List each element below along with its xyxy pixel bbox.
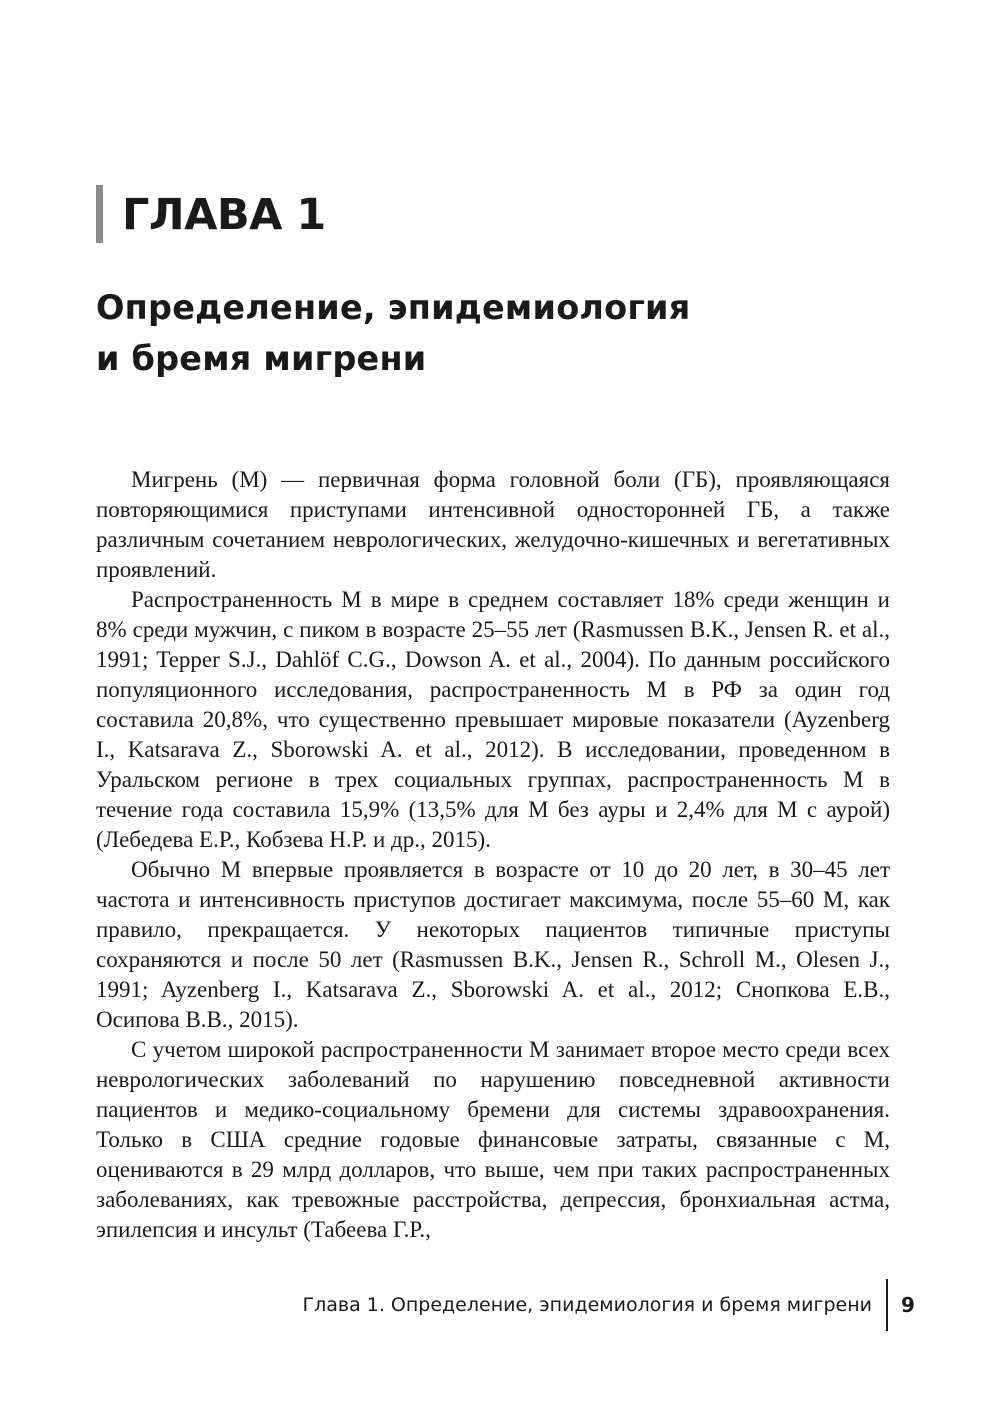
paragraph-3: Обычно М впервые проявляется в возрасте от 10 до 20 лет, в 30–45 лет частота и интенсивность приступов достигает максимума, после 55–60 М, как правило, прекращается. У некоторых пациентов типичные приступы сохраняются и после 50 лет (Rasmussen B.K., Jensen R., Schroll M., Olesen J., 1991; Ayzenberg I., Katsarava Z., Sborowski A. et al., 2012; Снопкова Е.В., Осипова В.В., 2015).	[96, 857, 890, 1032]
chapter-title-line-2: и бремя мигрени	[96, 339, 427, 378]
chapter-label: ГЛАВА 1	[122, 190, 326, 240]
page-number: 9	[901, 1293, 915, 1317]
paragraph-2: Распространенность М в мире в среднем составляет 18% среди женщин и 8% среди мужчин, с пиком в возрасте 25–55 лет (Rasmussen B.K., Jensen R. et al., 1991; Tepper S.J., Dahlöf C.G., Dowson A. et al., 2004). По данным российского популяционного исследования, распространенность М в РФ за один год составила 20,8%, что существенно превышает мировые показатели (Ayzenberg I., Katsarava Z., Sborowski A. et al., 2012). В исследовании, проведенном в Уральском регионе в трех социальных группах, распространенность М в течение года составила 15,9% (13,5% для М без ауры и 2,4% для М с аурой) (Лебедева Е.Р., Кобзева Н.Р. и др., 2015).	[96, 587, 890, 852]
running-footer-title: Глава 1. Определение, эпидемиология и бремя мигрени	[302, 1294, 872, 1316]
chapter-title	[96, 282, 856, 384]
paragraph-1: Мигрень (М) — первичная форма головной боли (ГБ), проявляющаяся повторяющимися приступами интенсивной односторонней ГБ, а также различным сочетанием неврологических, желудочно-кишечных и вегетативных проявлений.	[96, 467, 890, 582]
paragraph-4: С учетом широкой распространенности М занимает второе место среди всех неврологических заболеваний по нарушению повседневной активности пациентов и медико-социальному бремени для системы здравоохранения. Только в США средние годовые финансовые затраты, связанные с М, оцениваются в 29 млрд долларов, что выше, чем при таких распространенных заболеваниях, как тревожные расстройства, депрессия, бронхиальная астма, эпилепсия и инсульт (Табеева Г.Р.,	[96, 1037, 890, 1242]
chapter-accent-bar	[96, 185, 103, 243]
chapter-title-line-1: Определение, эпидемиология	[96, 288, 691, 327]
footer-divider	[886, 1279, 888, 1331]
body-text	[96, 465, 890, 1245]
